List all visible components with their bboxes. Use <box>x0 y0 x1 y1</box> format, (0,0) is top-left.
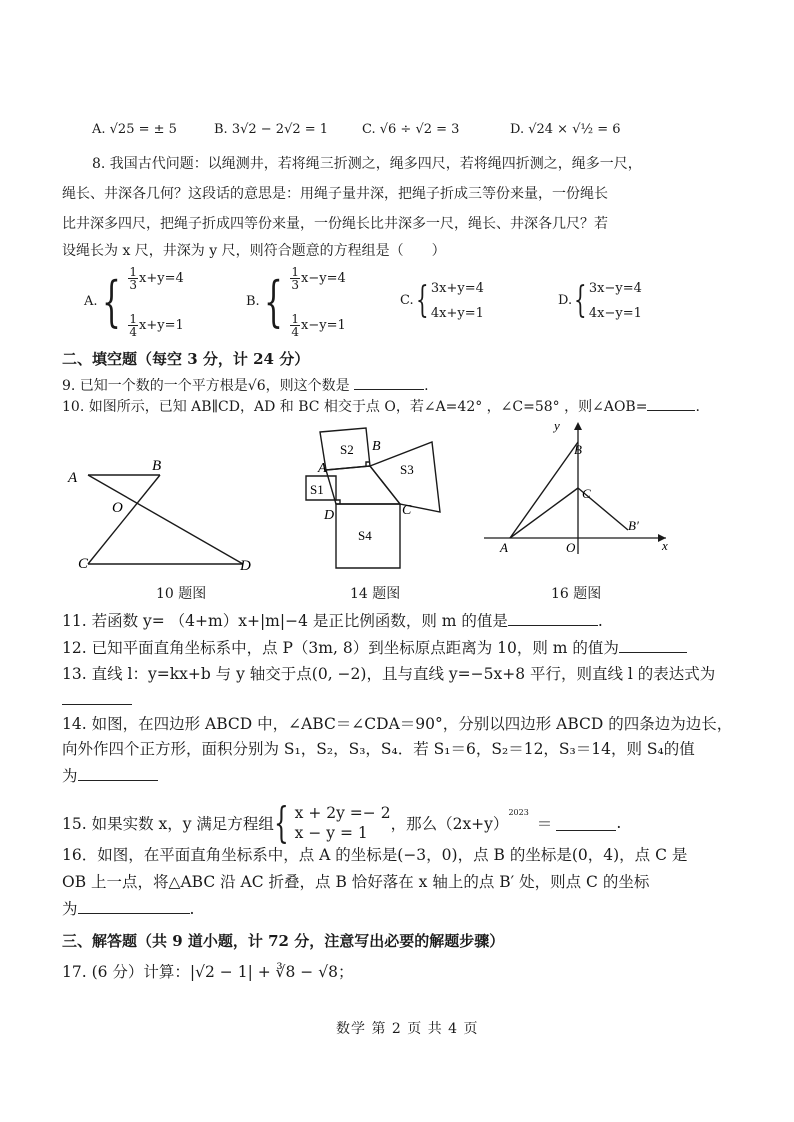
figure-16-caption: 16 题图 <box>551 586 602 602</box>
answer-blank[interactable] <box>619 638 687 653</box>
answer-blank[interactable] <box>647 396 695 411</box>
fig14-label-s2: S2 <box>340 442 354 457</box>
fig14-label-a: A <box>318 461 327 476</box>
answer-blank[interactable] <box>556 816 616 831</box>
q7-option-d: D. √24 × √½ = 6 <box>510 122 621 137</box>
brace-icon: { <box>273 798 289 847</box>
q8-option-d-label: D. <box>558 293 573 308</box>
q8-line-3: 比井深多四尺，把绳子折成四等份来量，一份绳长比井深多一尺，绳长、井深各几尺？若 <box>62 216 608 232</box>
fig10-label-d: D <box>240 558 251 570</box>
fig14-label-c: C <box>402 503 412 518</box>
q8-line-2: 绳长、井深各几何？这段话的意思是：用绳子量井深，把绳子折成三等份来量，一份绳长 <box>62 186 608 202</box>
segment-ad <box>88 475 243 564</box>
q16-line-2: OB 上一点，将△ABC 沿 AC 折叠，点 B 恰好落在 x 轴上的点 B′ 处，则点 C 的坐标 <box>62 873 650 891</box>
fig14-label-s1: S1 <box>310 482 324 497</box>
q8-option-a-system: { $\frac{1}{3}$ x+y=4 $\frac{1}{4}$ x+y=1 <box>102 265 184 339</box>
figure-10-caption: 10 题图 <box>156 586 207 602</box>
fig16-label-o: O <box>566 540 576 555</box>
section-2-title: 二、填空题（每空 3 分，计 24 分） <box>62 350 310 368</box>
q14-line-2: 向外作四个正方形，面积分别为 S₁，S₂，S₃，S₄．若 S₁＝6，S₂＝12，S₃＝14，则 S₄的值 <box>62 740 695 758</box>
q16-line-1: 16．如图，在平面直角坐标系中，点 A 的坐标是(−3，0)，点 B 的坐标是(0，4)，点 C 是 <box>62 846 688 864</box>
q11: 11. 若函数 y= （4+m）x+|m|−4 是正比例函数，则 m 的值是 . <box>62 612 603 630</box>
segment-ac <box>510 488 578 538</box>
q8-option-b-system: { $\frac{1}{3}$ x−y=4 $\frac{1}{4}$ x−y=1 <box>264 265 346 339</box>
answer-blank[interactable] <box>508 611 598 626</box>
answer-blank[interactable] <box>78 899 190 914</box>
quadrilateral-abcd <box>326 466 400 504</box>
q10: 10. 如图所示，已知 AB∥CD，AD 和 BC 相交于点 O，若∠A=42° ，∠C=58° ，则∠AOB= . <box>62 396 700 416</box>
fig16-label-x: x <box>662 538 668 553</box>
fig16-label-c: C <box>582 486 591 501</box>
fig16-label-y: y <box>554 418 560 433</box>
q8-line-1: 8. 我国古代问题：以绳测井，若将绳三折测之，绳多四尺，若将绳四折测之，绳多一尺， <box>92 156 642 172</box>
fig14-label-s3: S3 <box>400 462 414 477</box>
answer-blank[interactable] <box>62 690 132 705</box>
q8-option-c-label: C. <box>400 293 414 308</box>
fig14-label-d: D <box>324 508 335 523</box>
brace-icon: { <box>416 280 429 321</box>
fig14-label-b: B <box>372 439 381 454</box>
fig14-label-s4: S4 <box>358 528 372 543</box>
q15-equation-2: x − y = 1 <box>294 824 368 842</box>
fig10-label-c: C <box>78 556 89 570</box>
q14-line-1: 14. 如图，在四边形 ABCD 中，∠ABC＝∠CDA＝90°，分别以四边形 ABCD 的四条边为边长， <box>62 715 733 733</box>
q8-option-b-label: B. <box>246 294 260 309</box>
answer-blank[interactable] <box>78 766 158 781</box>
brace-icon: { <box>264 270 283 333</box>
q7-option-a: A. √25 = ± 5 <box>92 122 177 137</box>
fig16-label-b: B <box>574 442 582 457</box>
q7-option-b: B. 3√2 − 2√2 = 1 <box>214 122 329 137</box>
q13-answer <box>62 690 132 709</box>
q8-option-d-system: { 3x−y=4 4x−y=1 <box>574 280 642 321</box>
segment-bc <box>88 475 160 564</box>
q8-line-4: 设绳长为 x 尺，井深为 y 尺，则符合题意的方程组是（ ） <box>62 243 446 259</box>
q8-option-c-system: { 3x+y=4 4x+y=1 <box>416 280 484 321</box>
page-footer: 数学 第 2 页 共 4 页 <box>336 1021 479 1037</box>
q9: 9. 已知一个数的一个平方根是√6，则这个数是 . <box>62 375 429 395</box>
q14-line-3: 为 <box>62 764 158 786</box>
answer-blank[interactable] <box>354 375 424 390</box>
figure-16 <box>480 418 680 558</box>
figure-14-caption: 14 题图 <box>350 586 401 602</box>
q8-option-a-label: A. <box>84 294 98 309</box>
section-3-title: 三、解答题（共 9 道小题，计 72 分，注意写出必要的解题步骤） <box>62 932 505 950</box>
segment-ab <box>510 442 578 538</box>
q13: 13. 直线 l：y=kx+b 与 y 轴交于点(0, −2)，且与直线 y=−5x+8 平行，则直线 l 的表达式为 <box>62 665 716 683</box>
brace-icon: { <box>102 270 121 333</box>
q16-line-3: 为 . <box>62 900 195 918</box>
figure-10 <box>60 460 260 570</box>
fig16-label-a: A <box>500 540 508 555</box>
q7-option-c: C. √6 ÷ √2 = 3 <box>362 122 460 137</box>
fig16-label-b-prime: B′ <box>628 518 639 533</box>
y-axis-arrow-icon <box>574 422 582 430</box>
brace-icon: { <box>574 280 587 321</box>
q15: 15. 如果实数 x，y 满足方程组 { x + 2y =− 2 x − y = 1 ，那么（2x+y） $^{2023}$ ＝ . <box>62 798 622 847</box>
fig10-label-a: A <box>68 470 78 486</box>
figure-14 <box>296 422 446 572</box>
q15-equation-1: x + 2y =− 2 <box>294 804 391 822</box>
fig10-label-o: O <box>112 500 123 516</box>
q12: 12. 已知平面直角坐标系中，点 P（3m, 8）到坐标原点距离为 10，则 m 的值为 <box>62 636 687 658</box>
fig10-label-b: B <box>152 460 162 474</box>
q17: 17. (6 分）计算：|√2 − 1| + ∛8 − √8； <box>62 963 354 981</box>
